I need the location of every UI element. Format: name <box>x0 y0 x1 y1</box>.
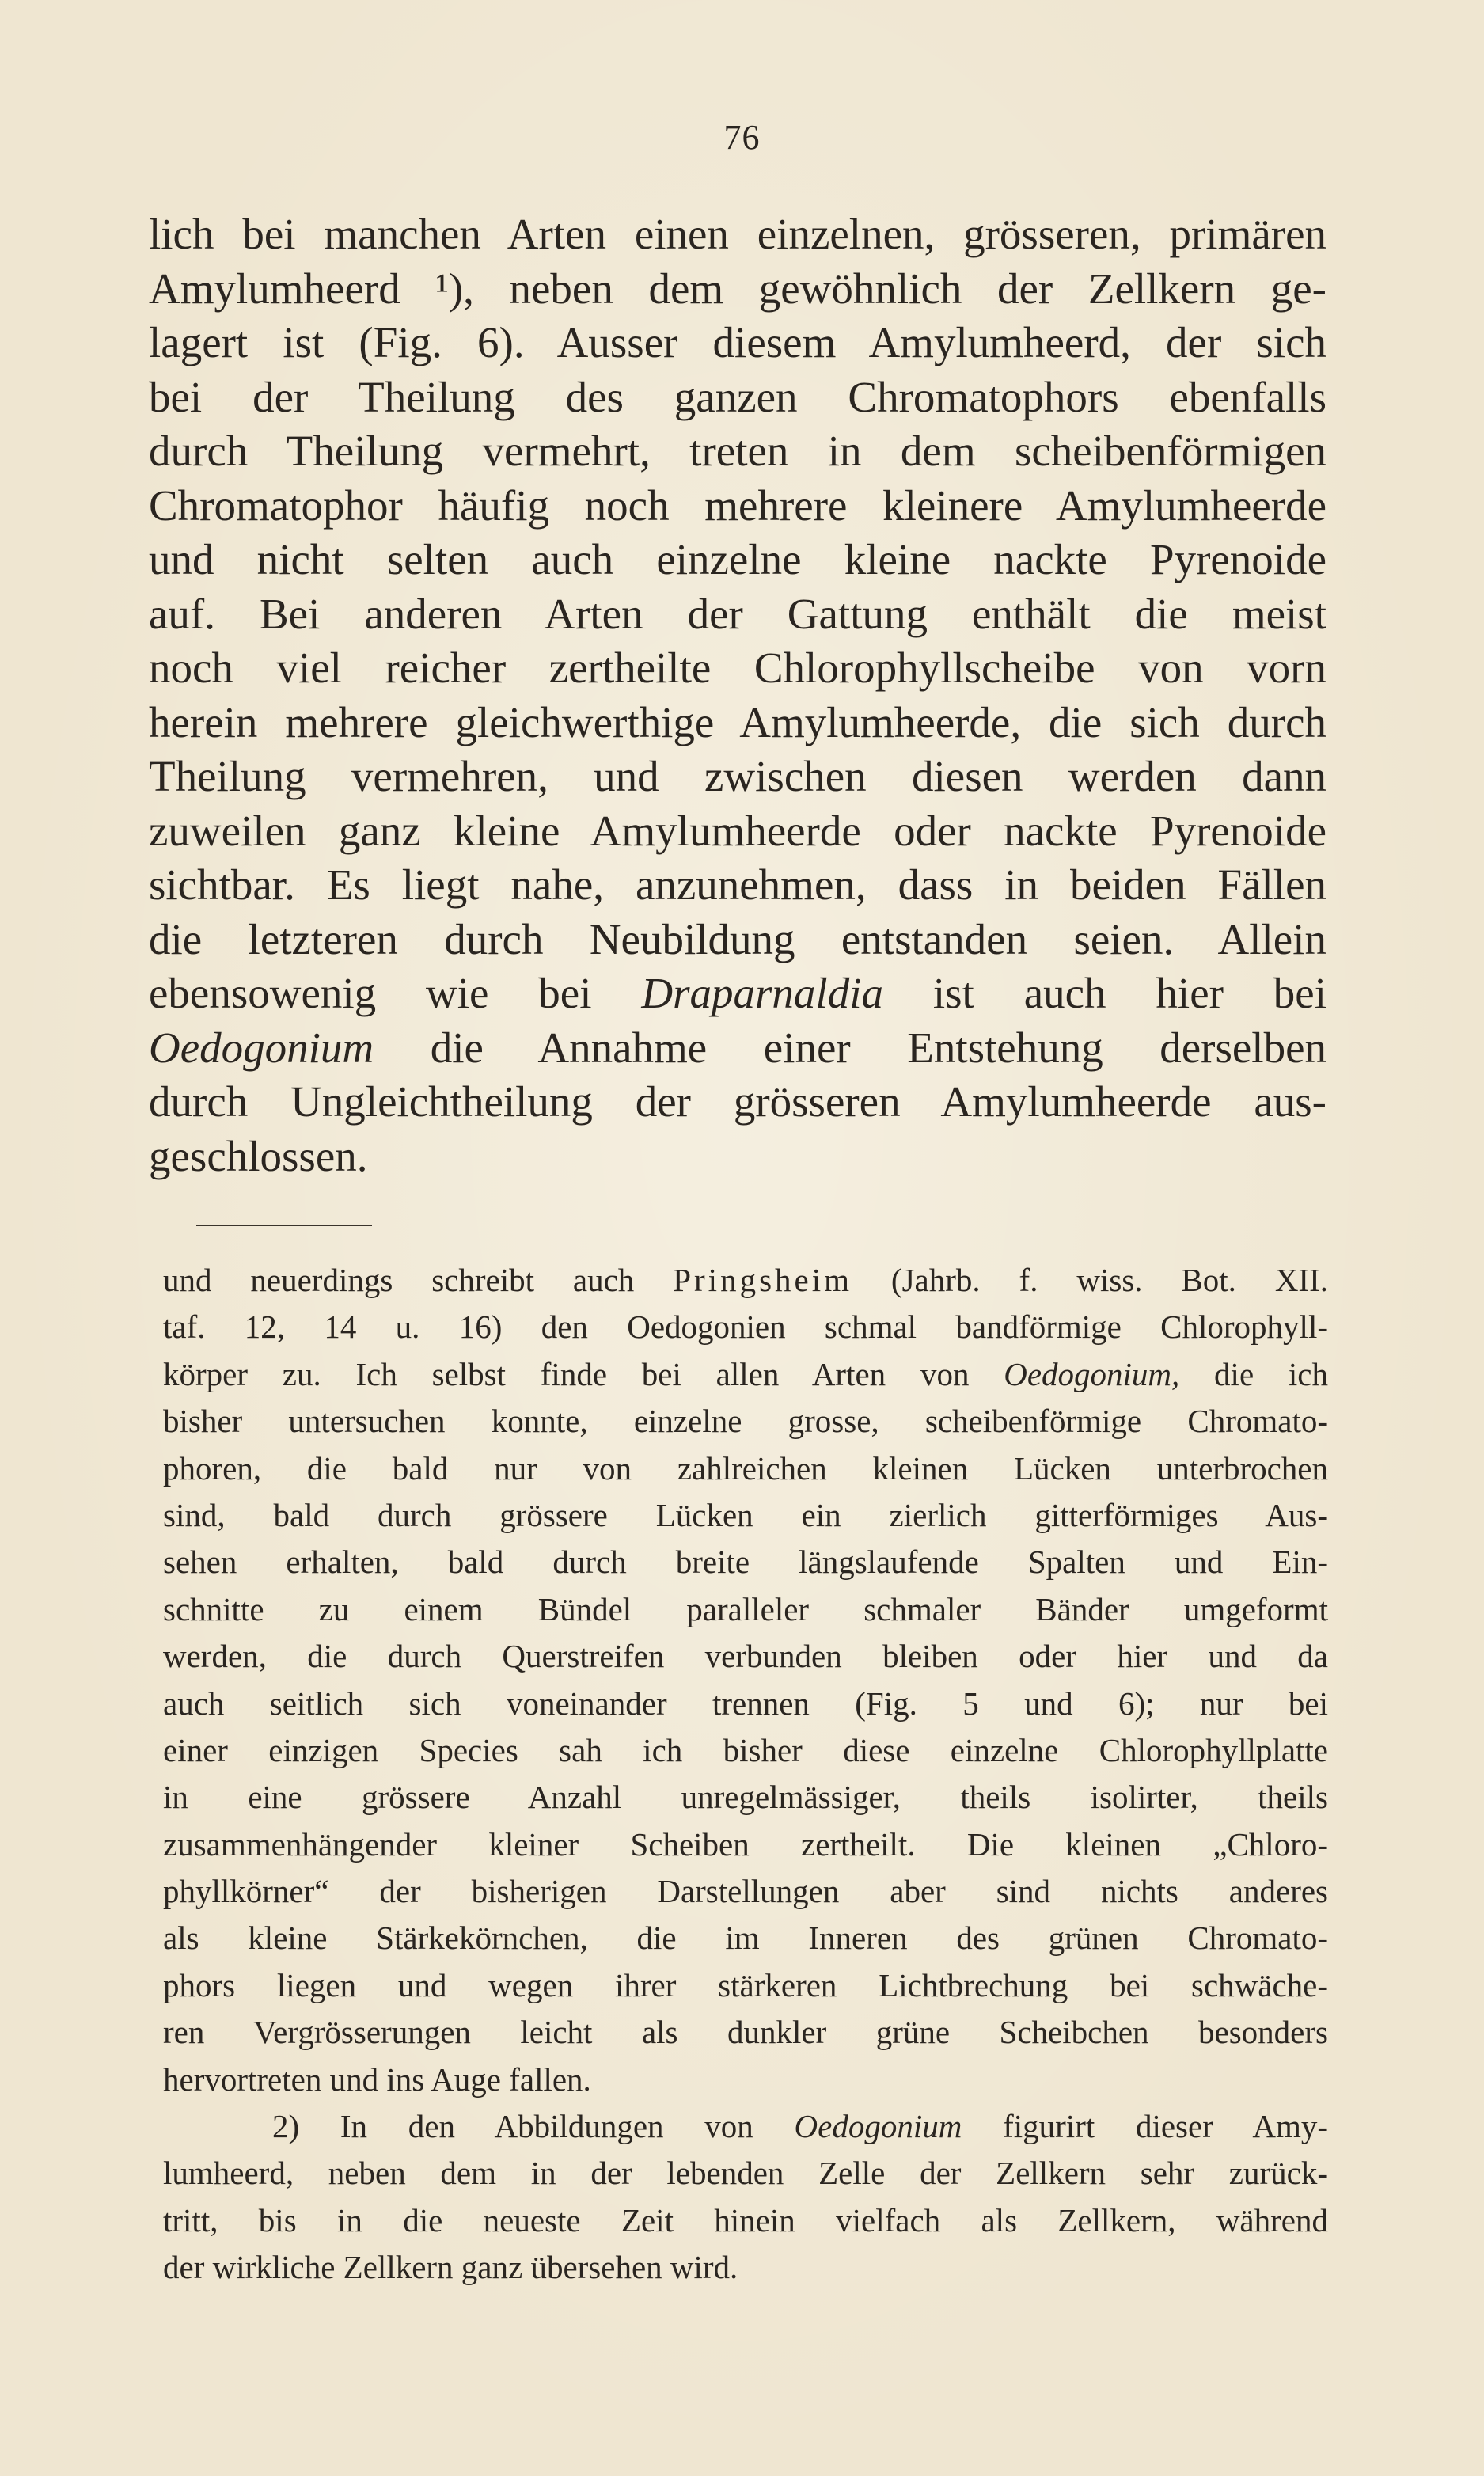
footnote-line: sehen erhalten, bald durch breite längslaufende Spalten und Ein- <box>163 1544 1328 1581</box>
footnote-line: tritt, bis in die neueste Zeit hinein vielfach als Zellkern, während <box>163 2201 1328 2239</box>
footnote-line: als kleine Stärkekörnchen, die im Inneren des grünen Chromato- <box>163 1920 1328 1957</box>
main-line: lagert ist (Fig. 6). Ausser diesem Amylumheerd, der sich <box>149 318 1326 366</box>
main-line: durch Theilung vermehrt, treten in dem scheibenförmigen <box>149 427 1326 475</box>
footnote-line: phyllkörner“ der bisherigen Darstellungen aber sind nichts anderes <box>163 1873 1328 1910</box>
main-line: durch Ungleichtheilung der grösseren Amylumheerde aus- <box>149 1077 1326 1126</box>
main-line: auf. Bei anderen Arten der Gattung enthält die meist <box>149 589 1326 638</box>
italic-genus-name: Oedogonium, <box>1004 1355 1180 1392</box>
footnote-line: sind, bald durch grössere Lücken ein zierlich gitterförmiges Aus- <box>163 1496 1328 1533</box>
main-line: zuweilen ganz kleine Amylumheerde oder nackte Pyrenoide <box>149 806 1326 855</box>
footnotes <box>163 1257 1328 2292</box>
main-line <box>149 966 1326 1021</box>
footnote-line: zusammenhängender kleiner Scheiben zertheilt. Die kleinen „Chloro- <box>163 1825 1328 1863</box>
text-run: die ich <box>1179 1355 1328 1392</box>
main-line: bei der Theilung des ganzen Chromatophors ebenfalls <box>149 372 1326 421</box>
main-line: sichtbar. Es liegt nahe, anzunehmen, dass in beiden Fällen <box>149 860 1326 909</box>
footnote-line <box>163 1257 1328 1304</box>
main-line: und nicht selten auch einzelne kleine nackte Pyrenoide <box>149 535 1326 583</box>
footnote-line: hervortreten und ins Auge fallen. <box>163 2060 591 2098</box>
text-run: 2) In den Abbildungen von <box>272 2108 795 2145</box>
main-text <box>149 207 1326 1183</box>
text-run: ist auch hier bei <box>882 969 1326 1017</box>
main-line: noch viel reicher zertheilte Chlorophyllscheibe von vorn <box>149 644 1326 692</box>
page-number: 76 <box>723 118 761 157</box>
main-line: die letzteren durch Neubildung entstanden seien. Allein <box>149 914 1326 963</box>
text-run: figurirt dieser Amy- <box>962 2108 1328 2145</box>
text-run: und neuerdings schreibt auch <box>163 1262 674 1298</box>
main-line: Chromatophor häufig noch mehrere kleinere Amylumheerde <box>149 480 1326 530</box>
footnote-line <box>163 1351 1328 1398</box>
text-run: (Jahrb. f. wiss. Bot. XII. <box>852 1262 1328 1298</box>
footnote-line: in eine grössere Anzahl unregelmässiger, theils isolirter, theils <box>163 1779 1328 1816</box>
footnote-line: taf. 12, 14 u. 16) den Oedogonien schmal bandförmige Chlorophyll- <box>163 1308 1328 1346</box>
italic-genus-name: Draparnaldia <box>641 969 883 1017</box>
text-run: ebensowenig wie bei <box>149 969 642 1017</box>
author-name: Pringsheim <box>673 1262 853 1298</box>
footnote-line: werden, die durch Querstreifen verbunden bleiben oder hier und da <box>163 1638 1328 1675</box>
main-line: Theilung vermehren, und zwischen diesen werden dann <box>149 752 1326 800</box>
main-line: Amylumheerd ¹), neben dem gewöhnlich der Zellkern ge- <box>149 264 1326 313</box>
footnote-line: der wirkliche Zellkern ganz übersehen wird. <box>163 2249 738 2286</box>
footnote-line: lumheerd, neben dem in der lebenden Zelle der Zellkern sehr zurück- <box>163 2155 1328 2192</box>
footnote-line <box>163 2103 1328 2150</box>
footnote-line: bisher untersuchen konnte, einzelne grosse, scheibenförmige Chromato- <box>163 1403 1328 1440</box>
main-line <box>149 1021 1326 1076</box>
text-run: körper zu. Ich selbst finde bei allen Arten von <box>163 1355 1004 1392</box>
italic-genus-name: Oedogonium <box>149 1023 374 1072</box>
main-line: herein mehrere gleichwerthige Amylumheerde, die sich durch <box>149 697 1326 746</box>
text-run: die Annahme einer Entstehung derselben <box>374 1023 1326 1072</box>
footnote-line: phoren, die bald nur von zahlreichen kleinen Lücken unterbrochen <box>163 1449 1328 1487</box>
footnote-line: phors liegen und wegen ihrer stärkeren Lichtbrechung bei schwäche- <box>163 1966 1328 2003</box>
footnote-line: auch seitlich sich voneinander trennen (Fig. 5 und 6); nur bei <box>163 1684 1328 1722</box>
footnote-separator <box>196 1225 372 1226</box>
footnote-line: ren Vergrösserungen leicht als dunkler grüne Scheibchen besonders <box>163 2014 1328 2051</box>
footnote-line: einer einzigen Species sah ich bisher diese einzelne Chlorophyllplatte <box>163 1731 1328 1768</box>
main-line: geschlossen. <box>149 1131 368 1180</box>
footnote-line: schnitte zu einem Bündel paralleler schmaler Bänder umgeformt <box>163 1590 1328 1627</box>
main-line: lich bei manchen Arten einen einzelnen, grösseren, primären <box>149 210 1326 258</box>
italic-genus-name: Oedogonium <box>794 2108 962 2145</box>
